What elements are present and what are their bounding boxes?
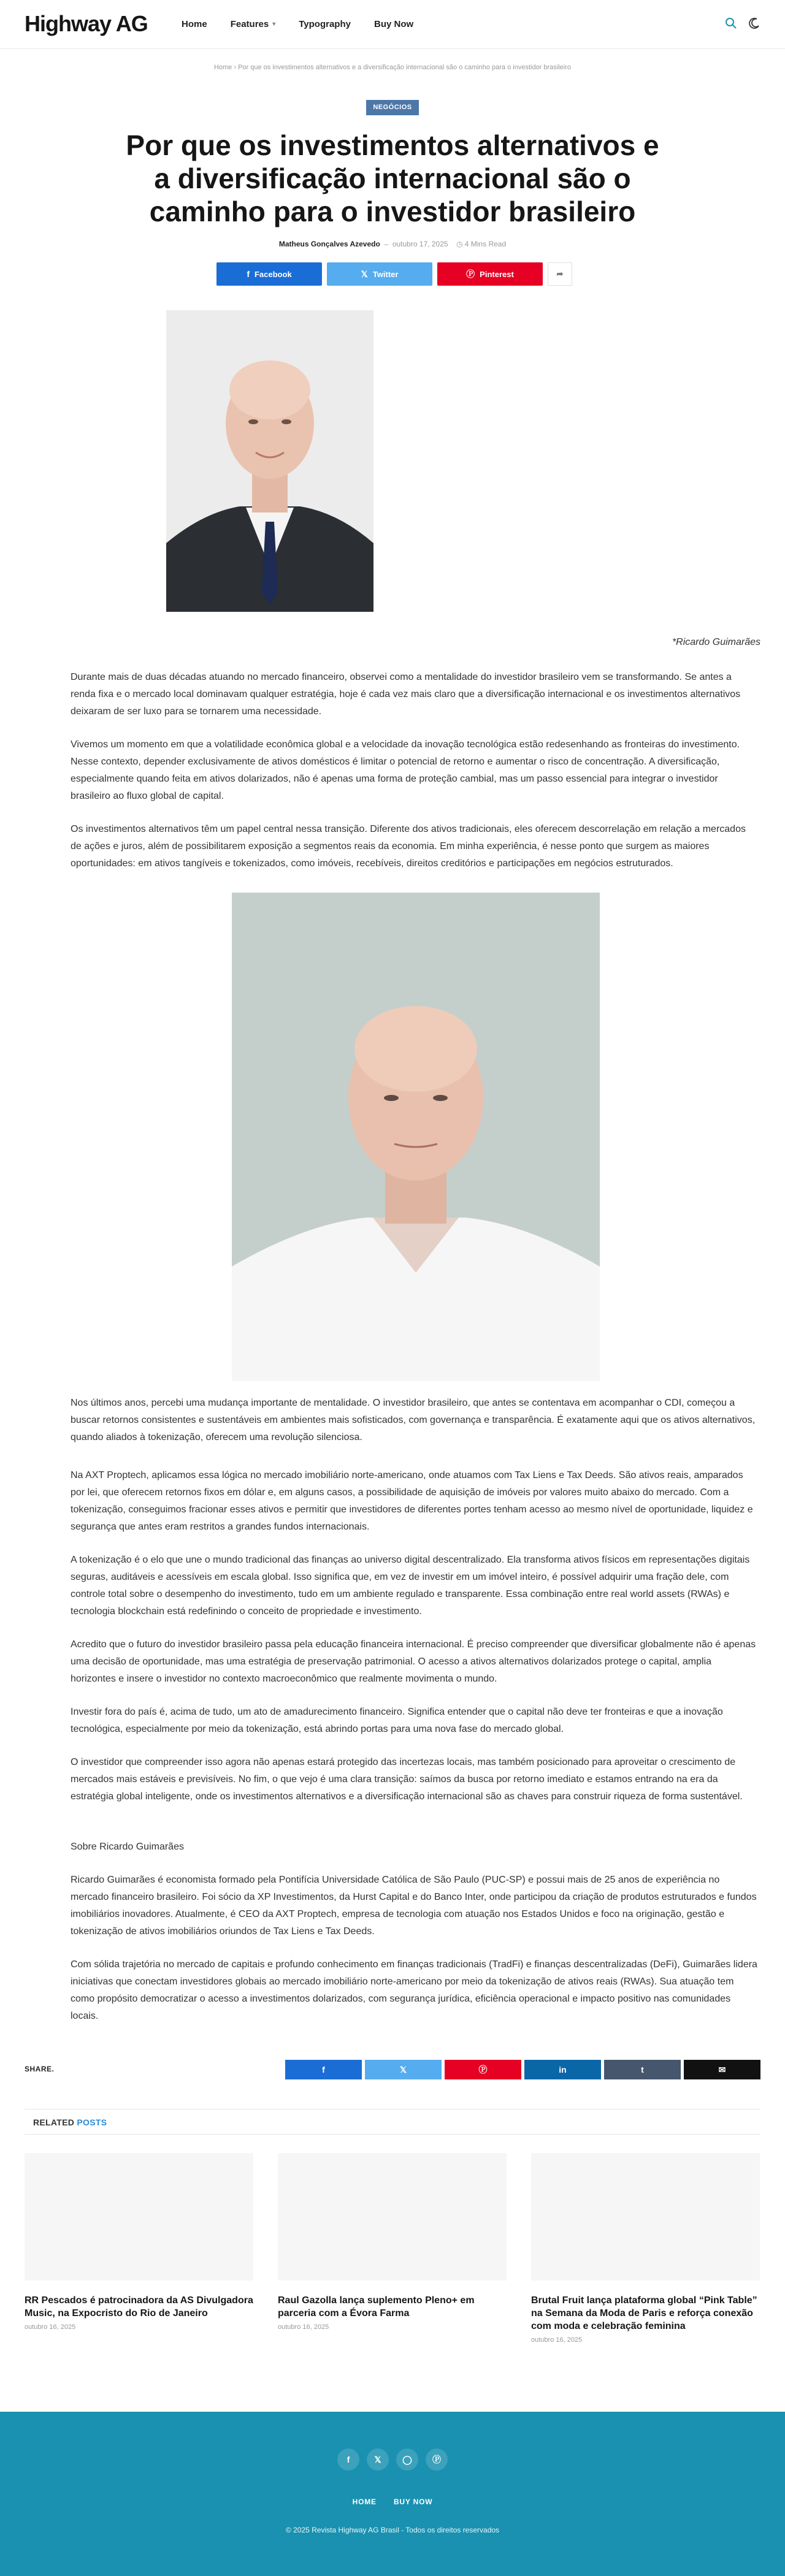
- article-paragraph: O investidor que compreender isso agora não apenas estará protegido das incertezas locais, mas também posicionado para aproveitar o crescimento de mercados mais estáveis e previsíveis. No fim, o que vejo é uma clara transição: saímos da busca por retorno imediato e estamos entrando na era da estratégia global inteligente, onde os investimentos alternativos e a diversificação internacional são as chaves para construir riqueza de forma sustentável.: [71, 1757, 743, 1802]
- related-date: outubro 16, 2025: [531, 2336, 583, 2344]
- article-paragraph: Investir fora do país é, acima de tudo, um ato de amadurecimento financeiro. Significa entender que o capital não deve ter fronteiras e que a inovação tecnológica, especialmente por meio da tokenização, está abrindo portas para uma nova fase do mercado global.: [71, 1707, 723, 1734]
- pinterest-icon[interactable]: Ⓟ: [426, 2448, 448, 2471]
- share-label: SHARE.: [25, 2065, 55, 2073]
- related-card[interactable]: [278, 2153, 507, 2344]
- article-paragraph: Os investimentos alternativos têm um papel central nessa transição. Diferente dos ativos tradicionais, eles oferecem descorrelação em relação a mercados de ações e juros, além de possibilitarem exposição a segmentos reais da economia. Em minha experiência, é nesse ponto que surgem as maiores oportunidades: em ativos tangíveis e tokenizados, como imóveis, recebíveis, direitos creditórios e participações em negócios estruturados.: [71, 824, 746, 869]
- share-pinterest-button[interactable]: [445, 2060, 521, 2079]
- site-header: [0, 0, 785, 49]
- related-heading-a: RELATED: [33, 2117, 75, 2127]
- share-buttons: [285, 2060, 760, 2079]
- photo-caption: *Ricardo Guimarães: [672, 637, 760, 647]
- instagram-icon[interactable]: ◯: [396, 2448, 418, 2471]
- breadcrumb: Home › Por que os investimentos alternativos e a diversificação internacional são o caminho para o investidor brasileiro: [213, 64, 572, 71]
- share-twitter-button[interactable]: [327, 262, 432, 286]
- share-bar-bottom: [25, 2060, 760, 2079]
- read-time: 4 Mins Read: [464, 240, 507, 248]
- nav-features-label: Features: [230, 19, 269, 29]
- related-card[interactable]: [531, 2153, 760, 2344]
- copyright: © 2025 Revista Highway AG Brasil - Todos os direitos reservados: [285, 2526, 500, 2534]
- footer-links: [0, 2498, 785, 2506]
- share-twitter-button[interactable]: [365, 2060, 442, 2079]
- pinterest-icon: Ⓟ: [478, 2065, 488, 2075]
- site-footer: [0, 2412, 785, 2576]
- meta-separator: –: [382, 240, 392, 248]
- related-heading-b: POSTS: [77, 2117, 107, 2127]
- share-more-button[interactable]: [548, 262, 572, 286]
- share-pinterest-label: Pinterest: [480, 269, 514, 279]
- share-tumblr-button[interactable]: [604, 2060, 681, 2079]
- main-nav: [182, 19, 437, 29]
- related-posts: [25, 2109, 760, 2344]
- site-logo[interactable]: Highway AG: [25, 11, 148, 36]
- related-card[interactable]: [25, 2153, 253, 2344]
- article-photo-2: [232, 893, 600, 1381]
- email-icon: ✉: [718, 2064, 726, 2075]
- related-cards: [25, 2153, 760, 2344]
- nav-typography[interactable]: Typography: [299, 19, 351, 29]
- share-icon: ➦: [556, 269, 564, 278]
- related-date: outubro 16, 2025: [278, 2323, 329, 2331]
- footer-link-buy-now[interactable]: BUY NOW: [393, 2498, 433, 2506]
- search-icon[interactable]: [725, 17, 737, 29]
- pinterest-icon: Ⓟ: [466, 269, 475, 279]
- linkedin-icon: in: [559, 2065, 567, 2075]
- footer-link-home[interactable]: HOME: [352, 2498, 377, 2506]
- post-meta: [0, 240, 785, 248]
- related-thumbnail[interactable]: [531, 2153, 760, 2281]
- related-title[interactable]: RR Pescados é patrocinadora da AS Divulgadora Music, na Expocristo do Rio de Janeiro: [25, 2295, 253, 2319]
- header-icons: [725, 17, 760, 29]
- tumblr-icon: t: [641, 2065, 644, 2075]
- article-paragraph: Vivemos um momento em que a volatilidade econômica global e a velocidade da inovação tecnológica estão redesenhando as fronteiras do investimento. Nesse contexto, depender exclusivamente de ativos domésticos é limitar o potencial de retorno e aumentar o risco de concentração. A diversificação, especialmente quando feita em ativos dolarizados, não é apenas uma forma de proteção cambial, mas um passo essencial para integrar o investidor brasileiro ao fluxo global de capital.: [71, 739, 740, 801]
- related-thumbnail[interactable]: [278, 2153, 507, 2281]
- related-heading: [25, 2109, 760, 2135]
- share-facebook-button[interactable]: [285, 2060, 362, 2079]
- share-facebook-label: Facebook: [254, 269, 292, 279]
- share-twitter-label: Twitter: [372, 269, 399, 279]
- related-title[interactable]: Brutal Fruit lança plataforma global “Pink Table” na Semana da Moda de Paris e reforça conexão com moda e celebração feminina: [531, 2295, 757, 2331]
- meta-separator: [450, 240, 454, 248]
- article-paragraph: Acredito que o futuro do investidor brasileiro passa pela educação financeira internacional. É preciso compreender que diversificar globalmente não é apenas uma decisão de oportunidade, mas uma estratégia de preservação patrimonial. O acesso a ativos alternativos dolarizados protege o capital, amplia horizontes e insere o investidor no contexto macroeconômico que realmente movimenta o mundo.: [71, 1639, 756, 1684]
- article-paragraph: Com sólida trajetória no mercado de capitais e profundo conhecimento em finanças tradicionais (TradFi) e finanças descentralizadas (DeFi), Guimarães lidera iniciativas que conectam investidores globais ao mercado imobiliário norte-americano por meio da tokenização de ativos reais (RWAs). Sua atuação tem como propósito democratizar o acesso a investimentos dolarizados, com segurança jurídica, eficiência operacional e impacto positivo nas comunidades locais.: [71, 1959, 757, 2021]
- facebook-icon[interactable]: f: [337, 2448, 359, 2471]
- page-title: Por que os investimentos alternativos e a diversificação internacional são o caminho para o investidor brasileiro: [126, 129, 659, 227]
- article-photo-1: [166, 310, 373, 612]
- category-badge[interactable]: NEGÓCIOS: [366, 100, 419, 115]
- nav-buy-now[interactable]: Buy Now: [373, 19, 414, 29]
- article-paragraph: Nos últimos anos, percebi uma mudança importante de mentalidade. O investidor brasileiro, que antes se contentava em acompanhar o CDI, começou a buscar retornos consistentes e sustentáveis em ambientes mais sofisticados, com governança e transparência. É exatamente aqui que os ativos alternativos, quando aliados à tokenização, oferecem uma revolução silenciosa.: [71, 1398, 756, 1442]
- x-icon: 𝕏: [361, 269, 368, 279]
- nav-home[interactable]: Home: [182, 19, 207, 29]
- footer-social: [0, 2448, 785, 2471]
- related-title[interactable]: Raul Gazolla lança suplemento Pleno+ em parceria com a Évora Farma: [278, 2295, 475, 2319]
- author-name[interactable]: Matheus Gonçalves Azevedo: [278, 240, 380, 248]
- share-bar-top: [216, 262, 572, 286]
- related-thumbnail[interactable]: [25, 2153, 253, 2281]
- article-paragraph: Ricardo Guimarães é economista formado pela Pontifícia Universidade Católica de São Paulo (PUC-SP) e possui mais de 25 anos de experiência no mercado financeiro brasileiro. Foi sócio da XP Investimentos, da Hurst Capital e do Banco Inter, onde participou da criação de produtos estruturados e fundos imobiliários inovadores. Atualmente, é CEO da AXT Proptech, empresa de tecnologia com atuação nos Estados Unidos e foco na originação, gestão e tokenização de ativos imobiliários oriundos de Tax Liens e Tax Deeds.: [71, 1875, 757, 1937]
- chevron-down-icon: ▾: [272, 21, 276, 28]
- post-date: outubro 17, 2025: [392, 240, 448, 248]
- clock-icon: ◷: [456, 240, 463, 248]
- share-facebook-button[interactable]: [216, 262, 322, 286]
- x-icon: 𝕏: [399, 2064, 407, 2075]
- article-paragraph: Durante mais de duas décadas atuando no mercado financeiro, observei como a mentalidade do investidor brasileiro vem se transformando. Se antes a renda fixa e o mercado local dominavam qualquer estratégia, hoje é cada vez mais claro que a diversificação internacional e os investimentos alternativos deixaram de ser luxo para se tornarem uma necessidade.: [71, 672, 741, 717]
- share-pinterest-button[interactable]: [437, 262, 543, 286]
- dark-mode-icon[interactable]: [748, 17, 760, 29]
- author-bio-heading: Sobre Ricardo Guimarães: [71, 1842, 184, 1852]
- related-date: outubro 16, 2025: [25, 2323, 76, 2331]
- article-paragraph: Na AXT Proptech, aplicamos essa lógica no mercado imobiliário norte-americano, onde atuamos com Tax Liens e Tax Deeds. São ativos reais, amparados por lei, que oferecem retornos fixos em dólar e, em alguns casos, a possibilidade de aquisição de imóveis por valores muito abaixo do mercado. Com a tokenização, conseguimos fracionar esses ativos e permitir que investidores de diferentes portes tenham acesso ao mesmo nível de oportunidade, liquidez e segurança que antes eram restritos a grandes fundos internacionais.: [71, 1470, 753, 1532]
- article-paragraph: A tokenização é o elo que une o mundo tradicional das finanças ao universo digital descentralizado. Ela transforma ativos físicos em representações digitais seguras, auditáveis e acessíveis em escala global. Isso significa que, em vez de investir em um imóvel inteiro, é possível adquirir uma fração dele, com controle total sobre o desempenho do investimento, tudo em um ambiente regulado e transparente. Essa combinação entre real world assets (RWAs) e tecnologia blockchain está redefinindo o conceito de propriedade e investimento.: [71, 1555, 750, 1617]
- nav-features[interactable]: [231, 19, 276, 29]
- facebook-icon: f: [247, 269, 250, 279]
- share-email-button[interactable]: [684, 2060, 760, 2079]
- share-linkedin-button[interactable]: [524, 2060, 601, 2079]
- x-icon[interactable]: 𝕏: [367, 2448, 389, 2471]
- facebook-icon: f: [322, 2065, 325, 2075]
